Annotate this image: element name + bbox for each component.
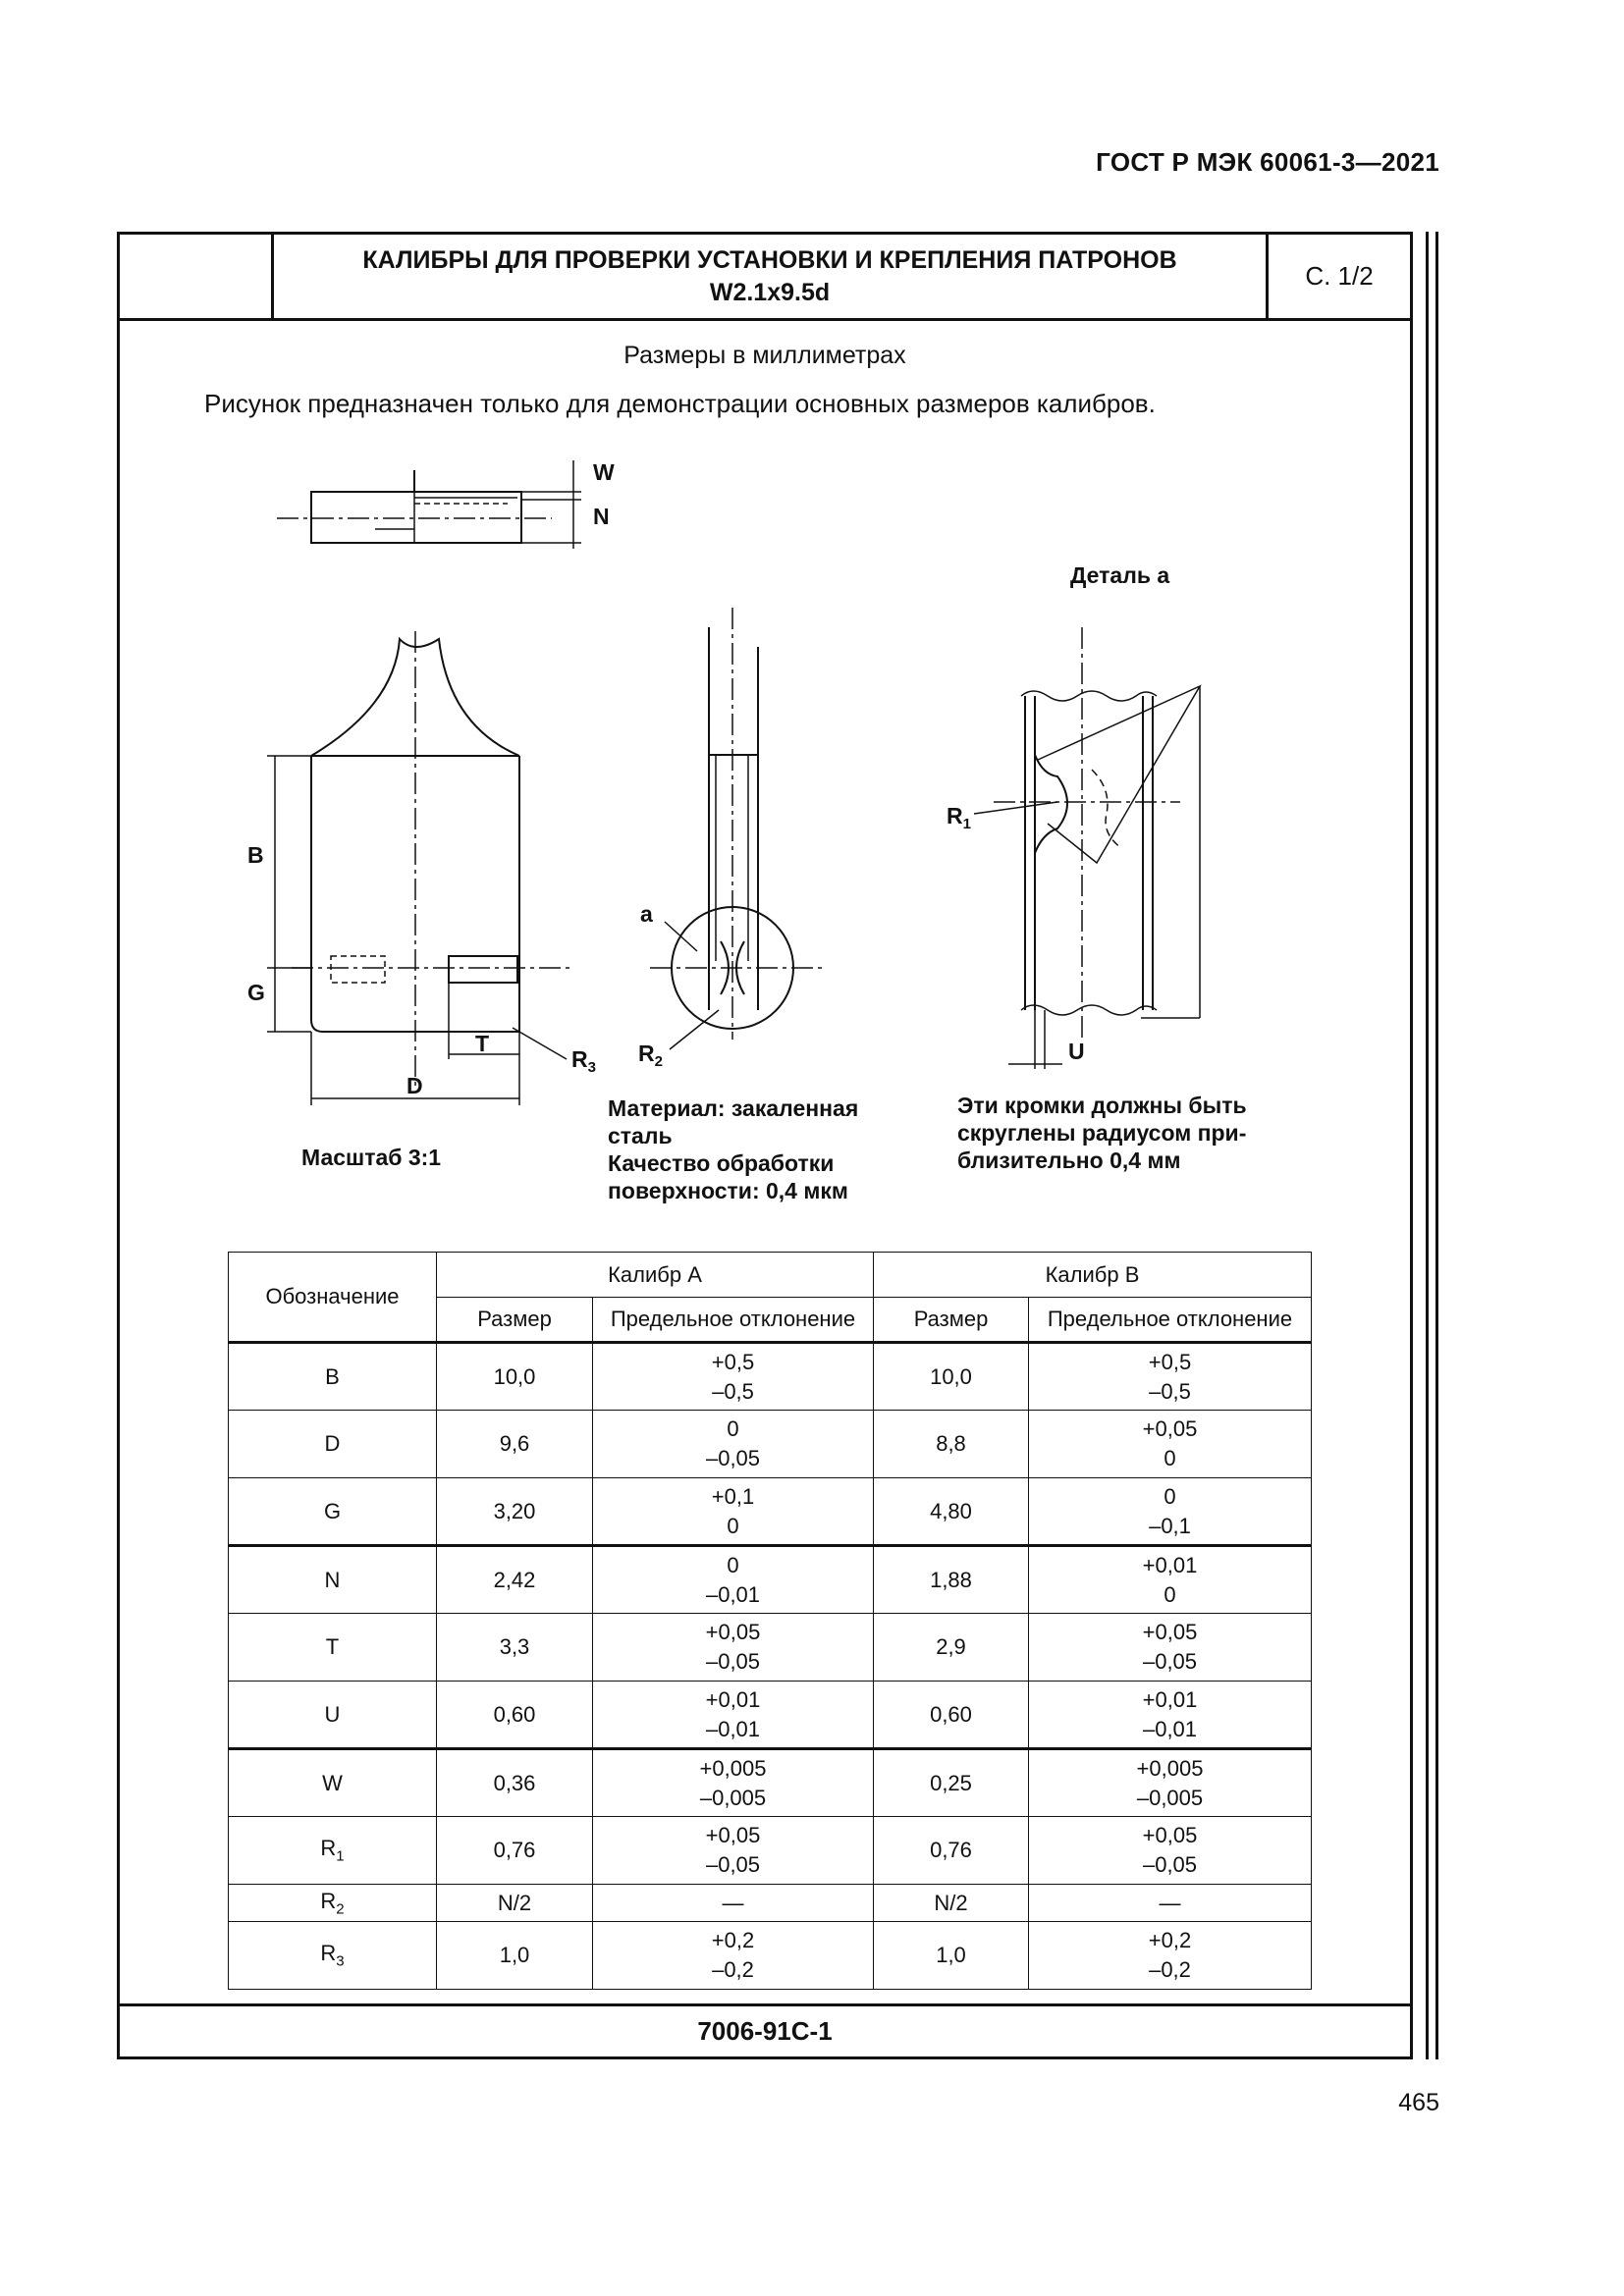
a-upper: +0,05: [705, 1823, 761, 1847]
a-size-cell: 3,20: [437, 1478, 593, 1546]
th-gauge-b: Калибр В: [874, 1253, 1312, 1298]
row-symbol: W: [322, 1770, 343, 1795]
a-size-cell: 10,0: [437, 1343, 593, 1411]
title-line-1: КАЛИБРЫ ДЛЯ ПРОВЕРКИ УСТАНОВКИ И КРЕПЛЕНИЯ ПАТРОНОВ: [362, 245, 1177, 274]
a-upper: 0: [727, 1416, 739, 1441]
designation-cell: [229, 1411, 437, 1478]
a-tolerance-cell: [593, 1922, 874, 1990]
label-d: D: [406, 1073, 423, 1098]
a-upper: +0,5: [711, 1349, 755, 1374]
a-tolerance-cell: [593, 1817, 874, 1885]
row-symbol: B: [325, 1363, 340, 1389]
a-upper: +0,2: [711, 1928, 755, 1952]
designation-cell: [229, 1885, 437, 1922]
row-symbol: D: [324, 1431, 341, 1456]
a-lower: –0,05: [705, 1649, 761, 1674]
b-lower: –0,05: [1142, 1649, 1198, 1674]
detail-hidden-notch: [1092, 770, 1121, 848]
designation-cell: [229, 1546, 437, 1614]
row-symbol: R: [320, 1941, 337, 1966]
a-size-cell: N/2: [437, 1885, 593, 1922]
row-symbol: G: [323, 1498, 342, 1523]
material-line-4: поверхности: 0,4 мкм: [608, 1178, 848, 1203]
material-line-1: Материал: закаленная: [608, 1095, 859, 1121]
designation-cell: [229, 1922, 437, 1990]
table-row: [229, 1478, 1312, 1546]
row-symbol: R: [320, 1888, 337, 1913]
b-lower: 0: [1164, 1446, 1176, 1470]
b-lower: 0: [1164, 1581, 1176, 1607]
detail-title: Деталь а: [1070, 562, 1170, 588]
a-upper: +0,005: [699, 1755, 767, 1781]
b-tolerance-cell: [1029, 1614, 1312, 1682]
edges-note-line-2: скруглены радиусом при-: [957, 1120, 1247, 1146]
b-size-cell: 10,0: [874, 1343, 1029, 1411]
b-size-cell: 0,25: [874, 1749, 1029, 1817]
gauge-drawing: [120, 235, 1416, 1265]
leader-a: [665, 922, 697, 951]
b-upper: +0,005: [1136, 1755, 1204, 1781]
scale-label: Масштаб 3:1: [301, 1145, 442, 1170]
row-symbol: U: [324, 1701, 341, 1727]
a-upper: +0,1: [711, 1483, 755, 1509]
designation-cell: [229, 1478, 437, 1546]
detail-break-top: [1021, 691, 1157, 701]
page-reference: С. 1/2: [1305, 261, 1374, 291]
a-lower: –0,05: [705, 1852, 761, 1877]
row-symbol: N: [324, 1567, 341, 1592]
designation-cell: [229, 1749, 437, 1817]
a-upper: +0,01: [705, 1686, 761, 1712]
a-size-cell: 1,0: [437, 1922, 593, 1990]
detail-left-edge: [1025, 696, 1035, 1010]
b-size-cell: 0,60: [874, 1682, 1029, 1749]
a-tolerance-cell: [593, 1614, 874, 1682]
designation-cell: [229, 1682, 437, 1749]
a-size-cell: 0,60: [437, 1682, 593, 1749]
b-size-cell: 1,88: [874, 1546, 1029, 1614]
b-lower: –0,5: [1149, 1378, 1191, 1404]
a-tolerance-cell: [593, 1749, 874, 1817]
designation-cell: [229, 1817, 437, 1885]
th-b-tolerance: Предельное отклонение: [1029, 1298, 1312, 1343]
a-lower: 0: [727, 1513, 739, 1538]
b-lower: –0,1: [1149, 1513, 1191, 1538]
row-symbol-sub: 1: [336, 1847, 345, 1865]
table-row: [229, 1343, 1312, 1411]
b-tolerance-cell: [1029, 1546, 1312, 1614]
edge-callout-lines: [1038, 686, 1200, 863]
row-symbol-sub: 3: [336, 1952, 345, 1970]
figure-note: Рисунок предназначен только для демонстрации основных размеров калибров.: [204, 389, 1156, 418]
b-tolerance-cell: [1029, 1682, 1312, 1749]
dimensions-table: [228, 1252, 1312, 1990]
table-row: [229, 1885, 1312, 1922]
label-w: W: [593, 459, 615, 485]
a-upper: 0: [727, 1552, 739, 1577]
b-lower: –0,2: [1149, 1957, 1191, 1982]
label-g: G: [247, 980, 265, 1005]
edges-note-line-1: Эти кромки должны быть: [957, 1093, 1247, 1118]
b-tolerance-cell: —: [1029, 1885, 1312, 1922]
b-size-cell: N/2: [874, 1885, 1029, 1922]
a-lower: –0,005: [699, 1785, 767, 1810]
label-r1: $R_1$: [947, 803, 971, 832]
table-row: [229, 1682, 1312, 1749]
front-view-pin-hole: [449, 956, 517, 983]
th-a-size: Размер: [437, 1298, 593, 1343]
row-symbol: R: [320, 1836, 337, 1861]
a-tolerance-cell: —: [593, 1885, 874, 1922]
th-gauge-a: Калибр А: [437, 1253, 874, 1298]
a-size-cell: 2,42: [437, 1546, 593, 1614]
title-line-2: W2.1x9.5d: [709, 278, 831, 306]
page-number: 465: [1398, 2089, 1439, 2116]
b-size-cell: 0,76: [874, 1817, 1029, 1885]
material-line-3: Качество обработки: [608, 1150, 835, 1176]
frame-rule-outer-2: [1435, 232, 1438, 2059]
b-upper: +0,05: [1142, 1823, 1198, 1847]
a-lower: –0,01: [705, 1716, 761, 1741]
table-row: [229, 1922, 1312, 1990]
b-size-cell: 4,80: [874, 1478, 1029, 1546]
label-t: T: [475, 1031, 490, 1056]
th-designation: Обозначение: [229, 1253, 437, 1343]
designation-cell: [229, 1343, 437, 1411]
a-tolerance-cell: [593, 1343, 874, 1411]
b-upper: +0,2: [1148, 1928, 1192, 1952]
detail-right-edge: [1143, 696, 1153, 1010]
b-upper: +0,05: [1142, 1416, 1198, 1441]
standard-designation: ГОСТ Р МЭК 60061-3—2021: [1096, 147, 1439, 177]
b-upper: 0: [1164, 1483, 1176, 1509]
a-lower: –0,2: [712, 1957, 754, 1982]
sheet-frame: [117, 232, 1413, 2059]
b-tolerance-cell: [1029, 1817, 1312, 1885]
row-symbol: T: [325, 1634, 340, 1659]
sheet-code: 7006-91C-1: [120, 2003, 1410, 2056]
table-row: [229, 1546, 1312, 1614]
a-size-cell: 3,3: [437, 1614, 593, 1682]
leader-r3: [513, 1028, 567, 1059]
edges-note-line-3: близительно 0,4 мм: [957, 1148, 1181, 1173]
label-r2: $R_2$: [638, 1041, 663, 1070]
a-tolerance-cell: [593, 1546, 874, 1614]
b-lower: –0,05: [1142, 1852, 1198, 1877]
th-a-tolerance: Предельное отклонение: [593, 1298, 874, 1343]
a-tolerance-cell: [593, 1682, 874, 1749]
a-size-cell: 0,36: [437, 1749, 593, 1817]
label-b: B: [247, 842, 264, 868]
units-note: Размеры в миллиметрах: [623, 342, 906, 369]
th-b-size: Размер: [874, 1298, 1029, 1343]
b-tolerance-cell: [1029, 1478, 1312, 1546]
b-tolerance-cell: [1029, 1411, 1312, 1478]
a-size-cell: 0,76: [437, 1817, 593, 1885]
b-upper: +0,5: [1148, 1349, 1192, 1374]
b-size-cell: 1,0: [874, 1922, 1029, 1990]
table-row: [229, 1749, 1312, 1817]
b-tolerance-cell: [1029, 1343, 1312, 1411]
a-tolerance-cell: [593, 1411, 874, 1478]
b-lower: –0,005: [1136, 1785, 1204, 1810]
b-size-cell: 2,9: [874, 1614, 1029, 1682]
label-n: N: [593, 504, 610, 529]
table-row: [229, 1614, 1312, 1682]
label-a: a: [640, 901, 653, 927]
material-line-2: сталь: [608, 1123, 673, 1148]
a-size-cell: 9,6: [437, 1411, 593, 1478]
leader-r1: [974, 802, 1057, 814]
a-tolerance-cell: [593, 1478, 874, 1546]
table-row: [229, 1817, 1312, 1885]
label-u: U: [1068, 1039, 1085, 1064]
top-view-body: [311, 492, 521, 543]
a-lower: –0,01: [705, 1581, 761, 1607]
b-lower: –0,01: [1142, 1716, 1198, 1741]
front-view-hidden-hole: [331, 956, 385, 983]
b-tolerance-cell: [1029, 1749, 1312, 1817]
b-size-cell: 8,8: [874, 1411, 1029, 1478]
a-lower: –0,05: [705, 1446, 761, 1470]
a-lower: –0,5: [712, 1378, 754, 1404]
detail-break-bottom: [1021, 1005, 1157, 1015]
b-upper: +0,01: [1142, 1686, 1198, 1712]
b-tolerance-cell: [1029, 1922, 1312, 1990]
b-upper: +0,01: [1142, 1552, 1198, 1577]
label-r3: $R_3$: [571, 1046, 596, 1076]
table-row: [229, 1411, 1312, 1478]
frame-rule-outer-1: [1426, 232, 1429, 2059]
a-upper: +0,05: [705, 1620, 761, 1644]
row-symbol-sub: 2: [336, 1900, 345, 1918]
designation-cell: [229, 1614, 437, 1682]
b-upper: +0,05: [1142, 1620, 1198, 1644]
